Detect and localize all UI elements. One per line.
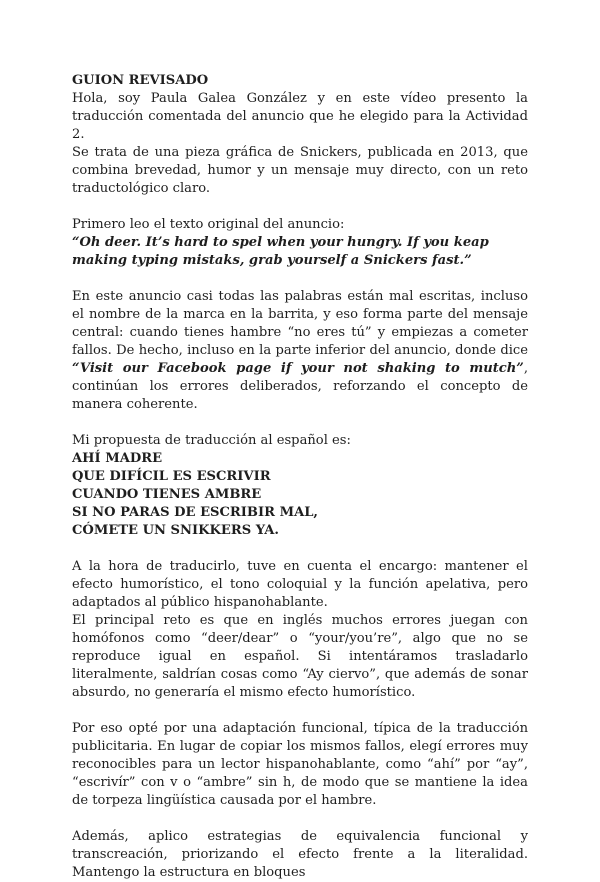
translation-line: QUE DIFÍCIL ES ESCRIVIR xyxy=(72,469,271,484)
translation-block xyxy=(72,450,528,540)
translation-line: AHÍ MADRE xyxy=(72,451,163,466)
ad-description-paragraph: Se trata de una pieza gráfica de Snickers, publicada en 2013, que combina brevedad, humor y un mensaje muy directo, con un reto traductológico claro. xyxy=(72,145,528,196)
spacer xyxy=(72,702,528,720)
analysis-paragraph xyxy=(72,288,528,414)
document-title: GUION REVISADO xyxy=(72,73,209,88)
original-ad-quote: “Oh deer. It’s hard to spel when your hungry. If you keap making typing mistaks, grab yourself a Snickers fast.” xyxy=(72,235,489,268)
adaptation-paragraph: Por eso opté por una adaptación funcional, típica de la traducción publicitaria. En lugar de copiar los mismos fallos, elegí errores muy reconocibles para un lector hispanohablante, como “ahí” por “ay”, “escrivír” con v o “ambre” sin h, de modo que se mantiene la idea de torpeza lingüística causada por el hambre. xyxy=(72,721,528,808)
original-text-intro: Primero leo el texto original del anuncio: xyxy=(72,217,345,232)
translation-line: CUANDO TIENES AMBRE xyxy=(72,487,262,502)
brief-paragraph: A la hora de traducirlo, tuve en cuenta el encargo: mantener el efecto humorístico, el tono coloquial y la función apelativa, pero adaptados al público hispanohablante. xyxy=(72,559,528,610)
challenge-paragraph: El principal reto es que en inglés muchos errores juegan con homófonos como “deer/dear” o “your/you’re”, algo que no se reproduce igual en español. Si intentáramos trasladarlo literalmente, saldrían cosas como “Ay ciervo”, que además de sonar absurdo, no generaría el mismo efecto humorístico. xyxy=(72,613,528,700)
analysis-text: En este anuncio casi todas las palabras están mal escritas, incluso el nombre de la marca en la barrita, y eso forma parte del mensaje central: cuando tienes hambre “no eres tú” y empiezas a cometer fallos. De hecho, incluso en la parte inferior del anuncio, donde dice xyxy=(72,289,528,358)
facebook-quote: “Visit our Facebook page if your not shaking to mutch” xyxy=(72,361,524,376)
spacer xyxy=(72,810,528,828)
intro-paragraph: Hola, soy Paula Galea González y en este vídeo presento la traducción comentada del anuncio que he elegido para la Actividad 2. xyxy=(72,91,528,142)
spacer xyxy=(72,414,528,432)
analysis-text-end: , continúan los errores deliberados, reforzando el concepto de manera coherente. xyxy=(72,361,528,412)
translation-line: CÓMETE UN SNIKKERS YA. xyxy=(72,523,279,538)
spacer xyxy=(72,270,528,288)
spacer xyxy=(72,198,528,216)
spacer xyxy=(72,540,528,558)
strategy-paragraph: Además, aplico estrategias de equivalencia funcional y transcreación, priorizando el efecto frente a la literalidad. Mantengo la estructura en bloques xyxy=(72,829,528,880)
translation-intro: Mi propuesta de traducción al español es: xyxy=(72,433,351,448)
translation-line: SI NO PARAS DE ESCRIBIR MAL, xyxy=(72,505,318,520)
